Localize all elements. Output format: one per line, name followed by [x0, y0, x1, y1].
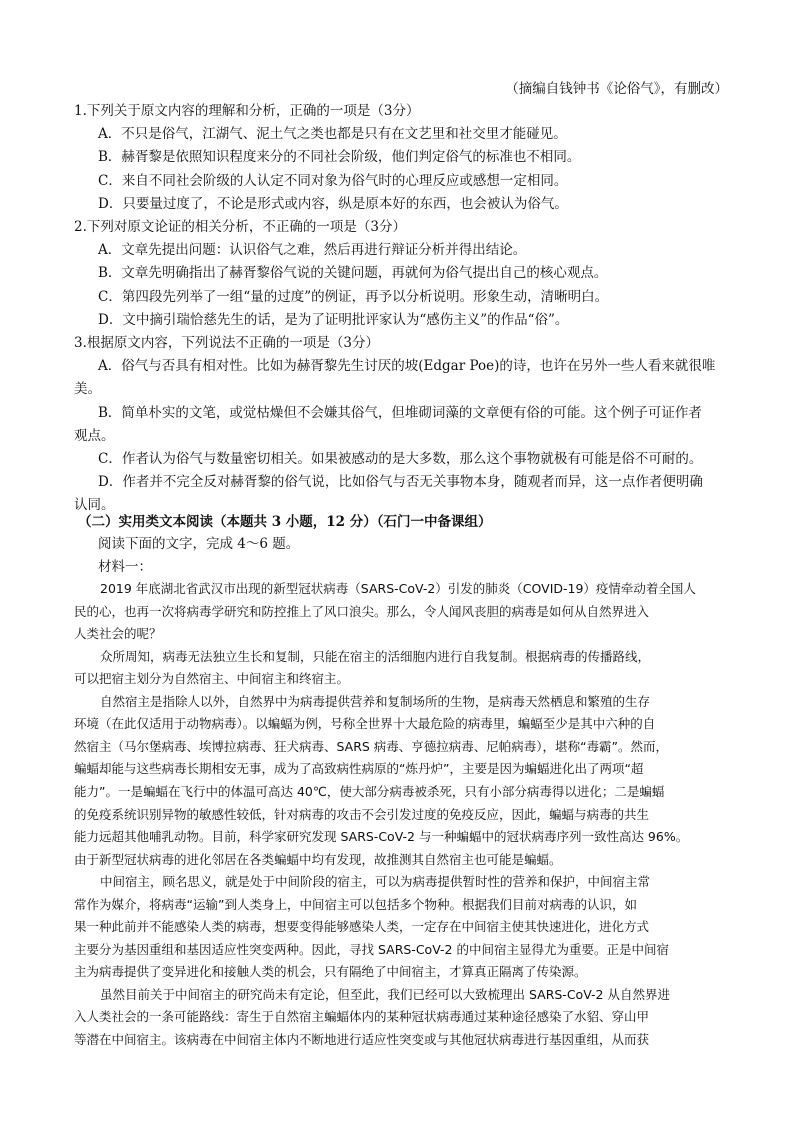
option-text: B．赫胥黎是依照知识程度来分的不同社会阶级，他们判定俗气的标准也不相同。: [98, 149, 581, 166]
paragraph-line: 众所周知，病毒无法独立生长和复制，只能在宿主的活细胞内进行自我复制。根据病毒的传播路线，: [100, 648, 651, 664]
option-continuation: 认同。: [74, 497, 115, 514]
option-text: C．作者认为俗气与数量密切相关。如果被感动的是大多数，那么这个事物就极有可能是俗不可耐的。: [98, 451, 703, 467]
paragraph-line: 入人类社会的一条可能路线：寄生于自然宿主蝙蝠体内的某种冠状病毒通过某种途径感染了水貂、穿山甲: [74, 1009, 650, 1025]
paragraph-line: 然宿主（马尔堡病毒、埃博拉病毒、狂犬病毒、SARS 病毒、亨德拉病毒、尼帕病毒），堪称“毒霸”。然而，: [74, 738, 669, 754]
paragraph-line: 虽然目前关于中间宿主的研究尚未有定论，但至此，我们已经可以大致梳理出 SARS-CoV-2 从自然界进: [100, 986, 670, 1002]
option-text: A．不只是俗气，江湖气、泥土气之类也都是只有在文艺里和社交里才能碰见。: [98, 126, 567, 143]
option-text: A．文章先提出问题：认识俗气之难，然后再进行辩证分析并得出结论。: [98, 242, 527, 259]
paragraph-line: 蝙蝠却能与这些病毒长期相安无事，成为了高致病性病原的“炼丹炉”，主要是因为蝙蝠进化出了两项“超: [74, 761, 644, 777]
paragraph-line: 的免疫系统识别异物的敏感性较低，针对病毒的攻击不会引发过度的免疫反应，因此，蝙蝠与病毒的共生: [74, 806, 650, 822]
instruction-text: 阅读下面的文字，完成 4～6 题。: [98, 536, 300, 552]
option-text: D．只要量过度了，不论是形式或内容，纵是原本好的东西，也会被认为俗气。: [98, 195, 568, 212]
question-stem: 1.下列关于原文内容的理解和分析，正确的一项是（3分）: [74, 103, 420, 119]
option-text: A．俗气与否具有相对性。比如为赫胥黎先生讨厌的坡(Edgar Poe)的诗，也许在另外一些人看来就很唯: [98, 358, 716, 375]
option-text: D．文中摘引瑞恰慈先生的话，是为了证明批评家认为“感伤主义”的作品“俗”。: [98, 311, 569, 328]
option-text: C．来自不同社会阶级的人认定不同对象为俗气时的心理反应或感想一定相同。: [98, 172, 568, 189]
paragraph-line: 由于新型冠状病毒的进化邻居在各类蝙蝠中均有发现，故推测其自然宿主也可能是蝙蝠。: [74, 851, 562, 867]
paragraph-line: 环境（在此仅适用于动物病毒）。以蝙蝠为例，号称全世界十大最危险的病毒里，蝙蝠至少是其中六种的自: [74, 716, 656, 732]
option-text: B．文章先明确指出了赫胥黎俗气说的关键问题，再就何为俗气提出自己的核心观点。: [98, 265, 608, 282]
paragraph-line: 等潜在中间宿主。该病毒在中间宿主体内不断地进行适应性突变或与其他冠状病毒进行基因重组，从而获: [74, 1032, 650, 1047]
paragraph-line: 民的心，也再一次将病毒学研究和防控推上了风口浪尖。那么，令人闻风丧胆的病毒是如何从自然界进入: [74, 603, 650, 619]
paragraph-line: 能力远超其他哺乳动物。目前，科学家研究发现 SARS-CoV-2 与一种蝙蝠中的冠状病毒序列一致性高达 96%。: [74, 829, 689, 845]
question-stem: 3.根据原文内容，下列说法不正确的一项是（3分）: [74, 335, 379, 351]
material-label: 材料一：: [98, 559, 152, 575]
paragraph-line: 果一种此前并不能感染人类的病毒，想要变得能够感染人类，一定存在中间宿主使其快速进化，进化方式: [74, 919, 650, 935]
paragraph-line: 能力”。一是蝙蝠在飞行中的体温可高达 40℃，使大部分病毒被杀死，只有小部分病毒得以进化；二是蝙蝠: [74, 783, 665, 799]
source-citation: （摘编自钱钟书《论俗气》，有删改）: [505, 81, 728, 97]
section-title: （二）实用类文本阅读（本题共 3 小题，12 分）（石门一中备课组）: [78, 514, 492, 530]
paragraph-line: 可以把宿主划分为自然宿主、中间宿主和终宿主。: [74, 671, 350, 687]
option-continuation: 观点。: [74, 427, 115, 444]
question-stem: 2.下列对原文论证的相关分析，不正确的一项是（3分）: [74, 219, 406, 235]
paragraph-line: 中间宿主，顾名思义，就是处于中间阶段的宿主，可以为病毒提供暂时性的营养和保护，中间宿主常: [100, 874, 651, 890]
paragraph-line: 人类社会的呢？: [74, 626, 162, 642]
option-text: C．第四段先列举了一组“量的过度”的例证，再予以分析说明。形象生动，清晰明白。: [98, 288, 609, 305]
paragraph-line: 主为病毒提供了变异进化和接触人类的机会，只有隔绝了中间宿主，才算真正隔离了传染源。: [74, 964, 587, 980]
option-continuation: 美。: [74, 381, 101, 398]
paragraph-line: 2019 年底湖北省武汉市出现的新型冠状病毒（SARS-CoV-2）引发的肺炎（COVID-19）疫情牵动着全国人: [100, 581, 696, 596]
paragraph-line: 主要分为基因重组和基因适应性突变两种。因此，寻找 SARS-CoV-2 的中间宿主显得尤为重要。正是中间宿: [74, 941, 669, 957]
option-text: D．作者并不完全反对赫胥黎的俗气说，比如俗气与否无关事物本身，随观者而异，这一点作者便明确: [98, 474, 703, 491]
paragraph-line: 常作为媒介，将病毒“运输”到人类身上，中间宿主可以包括多个物种。根据我们目前对病毒的认识，如: [74, 896, 637, 912]
option-text: B．简单朴实的文笔，或觉枯燥但不会嫌其俗气，但堆砌词藻的文章便有俗的可能。这个例子可证作者: [98, 404, 702, 421]
paragraph-line: 自然宿主是指除人以外，自然界中为病毒提供营养和复制场所的生物，是病毒天然栖息和繁殖的生存: [100, 693, 651, 709]
